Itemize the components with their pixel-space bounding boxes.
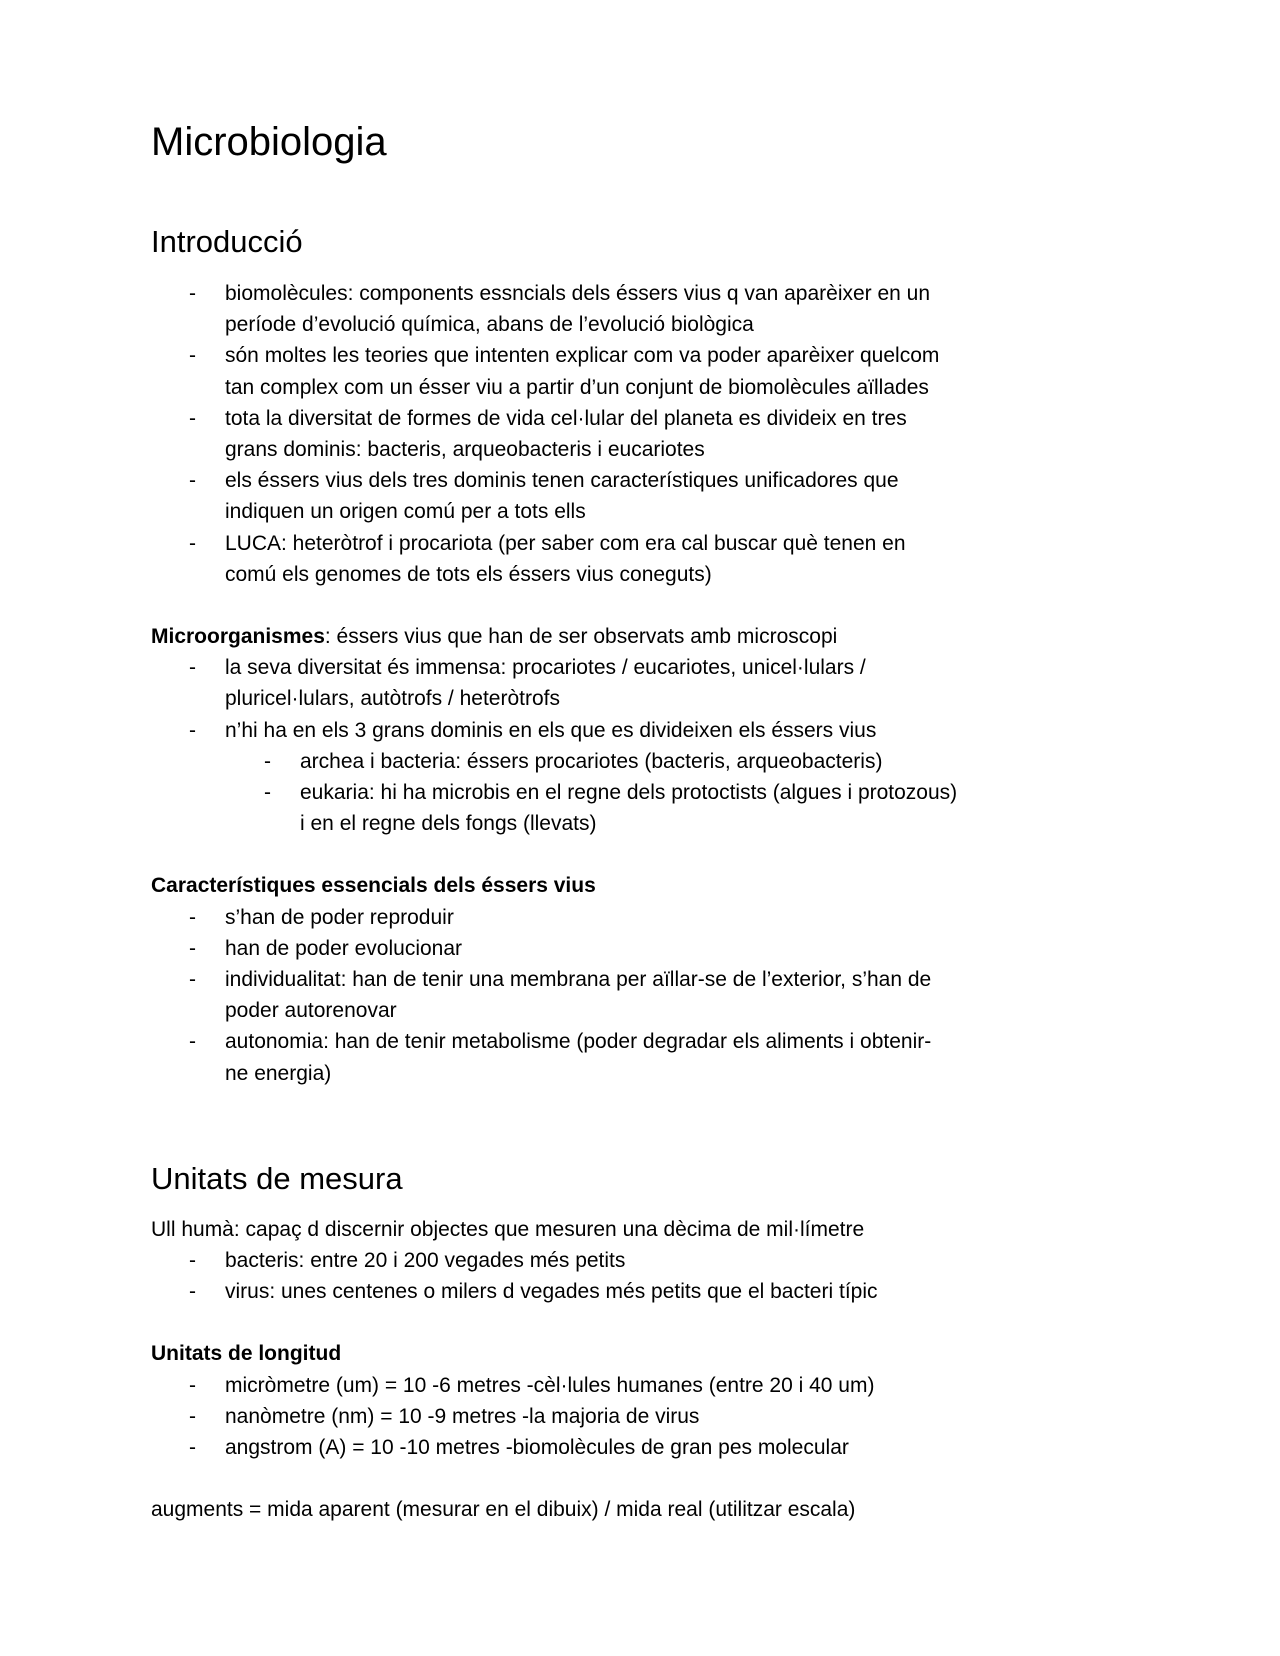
list-item: - n’hi ha en els 3 grans dominis en els que es divideixen els éssers vius	[189, 718, 877, 742]
characteristics-heading: Característiques essencials dels éssers vius	[151, 874, 596, 898]
list-item: - són moltes les teories que intenten explicar com va poder aparèixer quelcom tan complex com un ésser viu a partir d’un conjunt de biomolècules aïllades	[189, 344, 940, 399]
microorganismes-list	[151, 652, 1151, 839]
list-item: - han de poder evolucionar	[189, 936, 463, 960]
list-item: - micròmetre (um) = 10 -6 metres -cèl·lules humanes (entre 20 i 40 um)	[189, 1373, 875, 1397]
list-item: - els éssers vius dels tres dominis tenen característiques unificadores que indiquen un origen comú per a tots ells	[189, 469, 899, 524]
sub-list-item: - eukaria: hi ha microbis en el regne dels protoctists (algues i protozous) i en el regne dels fongs (llevats)	[264, 781, 958, 836]
list-item: - biomolècules: components essncials dels éssers vius q van aparèixer en un període d’evolució química, abans de l’evolució biològica	[189, 282, 931, 337]
list-item: - nanòmetre (nm) = 10 -9 metres -la majoria de virus	[189, 1404, 700, 1428]
list-item: - s’han de poder reproduir	[189, 905, 454, 929]
list-item: - LUCA: heteròtrof i procariota (per saber com era cal buscar què tenen en comú els genomes de tots els éssers vius coneguts)	[189, 531, 906, 586]
section-heading-unitats-de-mesura: Unitats de mesura	[151, 1160, 403, 1196]
page-title: Microbiologia	[151, 120, 387, 164]
list-item: - tota la diversitat de formes de vida cel·lular del planeta es divideix en tres grans dominis: bacteris, arqueobacteris i eucariotes	[189, 406, 907, 462]
characteristics-list	[151, 902, 1151, 1089]
intro-list	[151, 278, 1151, 590]
list-item: - angstrom (A) = 10 -10 metres -biomolècules de gran pes molecular	[189, 1436, 849, 1460]
human-eye-line: Ull humà: capaç d discernir objectes que mesuren una dècima de mil·límetre	[151, 1217, 865, 1241]
document-content	[151, 112, 1151, 1526]
list-item: - autonomia: han de tenir metabolisme (poder degradar els aliments i obtenir-ne energia)	[189, 1030, 932, 1085]
length-units-heading: Unitats de longitud	[151, 1342, 342, 1366]
list-item: - bacteris: entre 20 i 200 vegades més petits	[189, 1249, 626, 1273]
section-heading-introduccio: Introducció	[151, 224, 303, 259]
length-units-list	[151, 1370, 1151, 1464]
eye-list	[151, 1245, 1151, 1307]
microorganismes-definition: Microorganismes: éssers vius que han de ser observats amb microscopi	[151, 625, 838, 649]
microorganismes-term: Microorganismes	[151, 625, 325, 649]
magnification-formula: augments = mida aparent (mesurar en el dibuix) / mida real (utilitzar escala)	[151, 1498, 856, 1522]
list-item: - virus: unes centenes o milers d vegades més petits que el bacteri típic	[189, 1280, 878, 1304]
sub-list-item: - archea i bacteria: éssers procariotes (bacteris, arqueobacteris)	[264, 749, 883, 773]
list-item: - individualitat: han de tenir una membrana per aïllar-se de l’exterior, s’han de poder autorenovar	[189, 968, 932, 1023]
list-item: - la seva diversitat és immensa: procariotes / eucariotes, unicel·lulars / pluricel·lulars, autòtrofs / heteròtrofs	[189, 656, 866, 711]
